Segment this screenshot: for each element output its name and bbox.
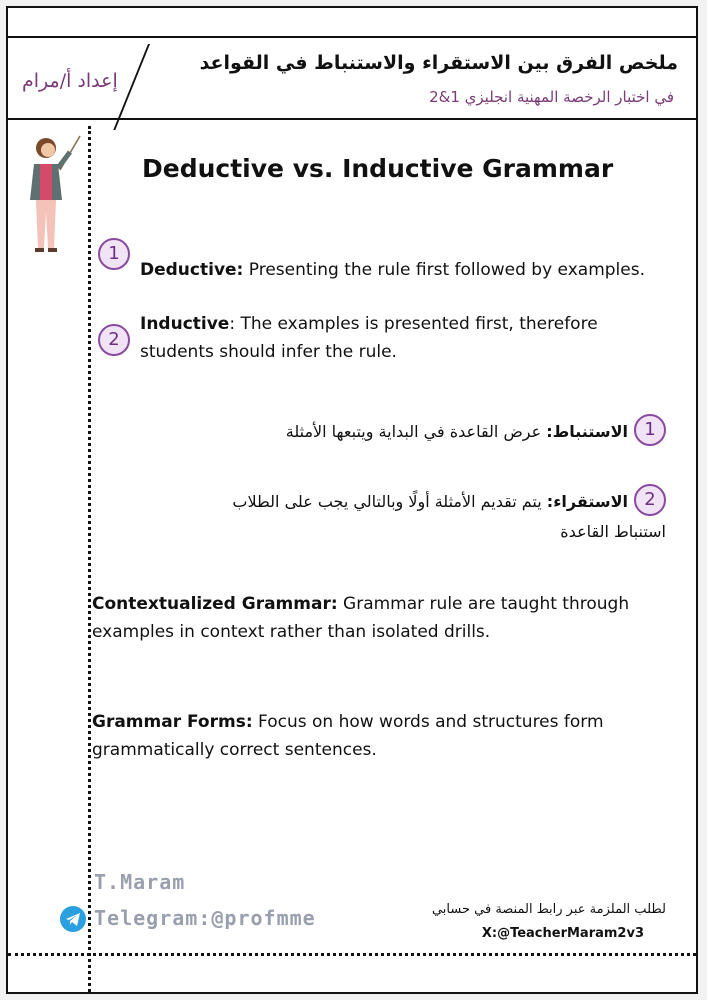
grammar-forms-text-line2: grammatically correct sentences. — [92, 740, 377, 760]
inductive-definition — [140, 310, 598, 366]
header-top-rule — [8, 36, 696, 38]
contextualized-text-line1: Grammar rule are taught through — [337, 594, 630, 614]
deductive-term: Deductive: — [140, 260, 244, 280]
header-title: ملخص الفرق بين الاستقراء والاستنباط في القواعد — [199, 52, 678, 74]
header-bottom-rule — [8, 118, 696, 120]
arabic-inductive-definition — [232, 486, 666, 546]
arabic-deductive-text: عرض القاعدة في البداية ويتبعها الأمثلة — [285, 422, 547, 441]
arabic-deductive-definition — [286, 416, 666, 448]
inductive-term: Inductive — [140, 314, 230, 334]
number-badge-1: 1 — [98, 238, 130, 270]
teacher-illustration-icon — [18, 130, 84, 258]
page-title: Deductive vs. Inductive Grammar — [142, 154, 614, 183]
contextualized-grammar-definition — [92, 590, 629, 646]
contextualized-term: Contextualized Grammar: — [92, 594, 338, 614]
header-subtitle: في اختبار الرخصة المهنية انجليزي 1&2 — [429, 88, 674, 106]
grammar-forms-term: Grammar Forms: — [92, 712, 253, 732]
footer-request-text: لطلب الملزمة عبر رابط المنصة في حسابي — [431, 902, 666, 917]
telegram-icon — [60, 906, 86, 932]
author-credit: إعداد أ/مرام — [22, 70, 118, 92]
deductive-definition — [140, 256, 645, 284]
arabic-inductive-text-line2: استنباط القاعدة — [560, 522, 666, 541]
arabic-number-badge-1: 1 — [634, 414, 666, 446]
telegram-handle: Telegram:@profmme — [94, 906, 316, 930]
inductive-text-line2: students should infer the rule. — [140, 342, 397, 362]
grammar-forms-definition — [92, 708, 604, 764]
contextualized-text-line2: examples in context rather than isolated drills. — [92, 622, 491, 642]
arabic-inductive-text-line1: يتم تقديم الأمثلة أولًا وبالتالي يجب على الطلاب — [232, 492, 547, 511]
arabic-number-badge-2: 2 — [634, 484, 666, 516]
inductive-text-line1: : The examples is presented first, therefore — [229, 314, 598, 334]
x-handle: X:@TeacherMaram2v3 — [481, 926, 644, 941]
arabic-deductive-term: الاستنباط: — [546, 422, 628, 441]
brand-name: T.Maram — [94, 870, 186, 894]
grammar-forms-text-line1: Focus on how words and structures form — [252, 712, 604, 732]
deductive-text: Presenting the rule first followed by examples. — [243, 260, 645, 280]
page-sheet — [6, 6, 698, 994]
margin-dotted-line — [88, 126, 91, 992]
footer-dotted-line — [8, 953, 696, 956]
number-badge-2: 2 — [98, 324, 130, 356]
arabic-inductive-term: الاستقراء: — [546, 492, 628, 511]
